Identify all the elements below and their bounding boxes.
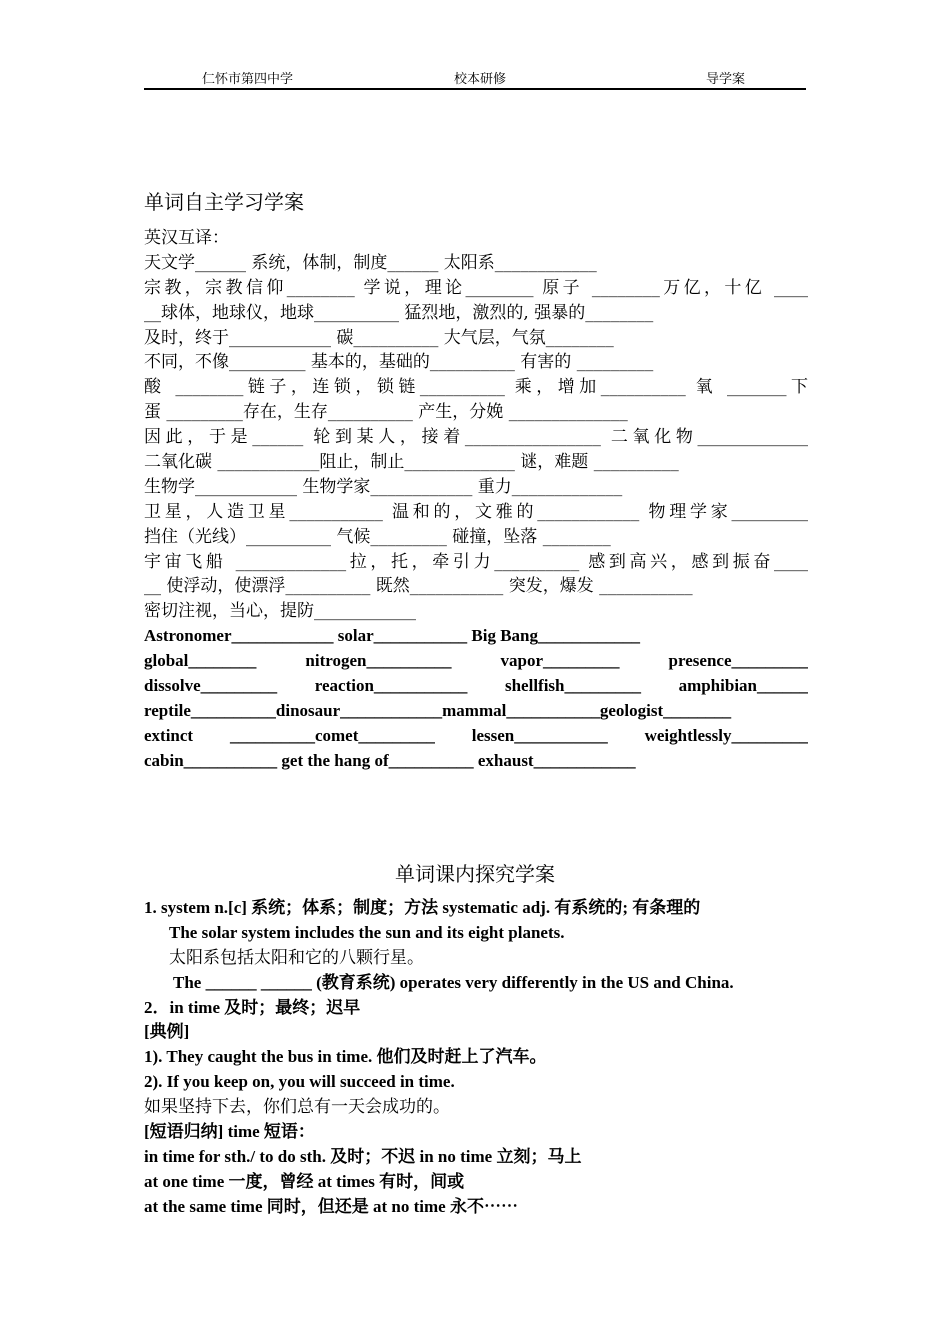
section1-title: 单词自主学习学案: [144, 190, 304, 214]
example-translation: 太阳系包括太阳和它的八颗行星。: [169, 947, 424, 968]
entry-in-time: 2．in time 及时；最终；迟早: [144, 997, 361, 1017]
vocab-cn-line: 蛋 _________存在，生存__________ 产生，分娩 ______________: [144, 402, 628, 423]
fill-in-exercise: The ______ ______ (教育系统) operates very differently in the US and China.: [173, 972, 734, 992]
vocab-cn-line: __球体，地球仪，地球__________ 猛烈地，激烈的, 强暴的________: [144, 302, 654, 323]
vocab-cn-line: 因此，于是______ 轮到某人，接着________________ 二氧化物_____________: [144, 427, 808, 448]
vocab-cn-line: 挡住（光线）__________ 气候_________ 碰撞，坠落 ________: [144, 526, 611, 547]
example-sentence: 1). They caught the bus in time. 他们及时赶上了汽车。: [144, 1047, 547, 1067]
vocab-exercise: [144, 226, 808, 774]
phrases-label: [短语归纳] time 短语：: [144, 1122, 315, 1142]
entry-system: 1. system n.[c] 系统；体系；制度；方法 systematic adj. 有系统的; 有条理的: [144, 898, 701, 917]
vocab-en-line: cabin___________ get the hang of__________ exhaust____________: [144, 750, 636, 770]
header-doc-type: 导学案: [706, 72, 746, 87]
vocab-en-line: reptile__________dinosaur____________mammal___________geologist________: [144, 700, 732, 720]
header-school: 仁怀市第四中学: [202, 72, 294, 87]
example-sentence: The solar system includes the sun and its eight planets.: [169, 922, 565, 942]
vocab-en-line: extinct __________comet_________ lessen___________ weightlessly_________: [144, 725, 808, 745]
phrase-line: in time for sth./ to do sth. 及时；不迟 in no time 立刻；马上: [144, 1146, 582, 1166]
vocab-subtitle: 英汉互译：: [144, 228, 229, 248]
vocab-cn-line: 宇宙飞船 _____________拉，托，牵引力__________ 感到高兴，感到振奋____: [144, 551, 808, 572]
vocab-cn-line: 宗教，宗教信仰________ 学说，理论________ 原子 ________万亿，十亿 ____: [144, 277, 808, 298]
vocab-cn-line: 及时，终于____________ 碳__________ 大气层，气氛________: [144, 327, 614, 348]
example-sentence: 2). If you keep on, you will succeed in time.: [144, 1072, 455, 1092]
vocab-cn-line: 酸 ________链子，连锁，锁链__________ 乘，增加__________ 氧 _______下: [144, 377, 808, 398]
vocab-cn-line: 卫星，人造卫星___________ 温和的，文雅的____________ 物理学家_________: [144, 501, 808, 522]
word-exploration: [144, 896, 814, 1220]
vocab-en-line: dissolve_________ reaction___________ shellfish_________ amphibian______: [144, 676, 808, 696]
header-program: 校本研修: [454, 72, 507, 87]
vocab-cn-line: 不同，不像_________ 基本的，基础的__________ 有害的 _________: [144, 352, 654, 373]
vocab-cn-line: __ 使浮动，使漂浮__________ 既然___________ 突发，爆发 ___________: [144, 576, 693, 597]
vocab-en-line: Astronomer____________ solar___________ Big Bang____________: [144, 626, 640, 646]
example-translation: 如果坚持下去，你们总有一天会成功的。: [144, 1097, 450, 1118]
vocab-cn-line: 密切注视，当心，提防____________: [144, 601, 416, 622]
vocab-cn-line: 二氧化碳 ____________阻止，制止_____________ 谜，难题 __________: [144, 452, 679, 473]
examples-label: [典例]: [144, 1022, 190, 1042]
vocab-cn-line: 天文学______ 系统，体制，制度______ 太阳系____________: [144, 252, 597, 273]
phrase-line: at one time 一度，曾经 at times 有时，间或: [144, 1171, 465, 1191]
section2-title: 单词课内探究学案: [395, 862, 555, 886]
vocab-cn-line: 生物学____________ 生物学家____________ 重力_____________: [144, 476, 623, 497]
phrase-line: at the same time 同时，但还是 at no time 永不⋯⋯: [144, 1196, 518, 1216]
vocab-en-line: global________ nitrogen__________ vapor_________ presence_________: [144, 651, 808, 671]
page-header: [144, 66, 806, 90]
